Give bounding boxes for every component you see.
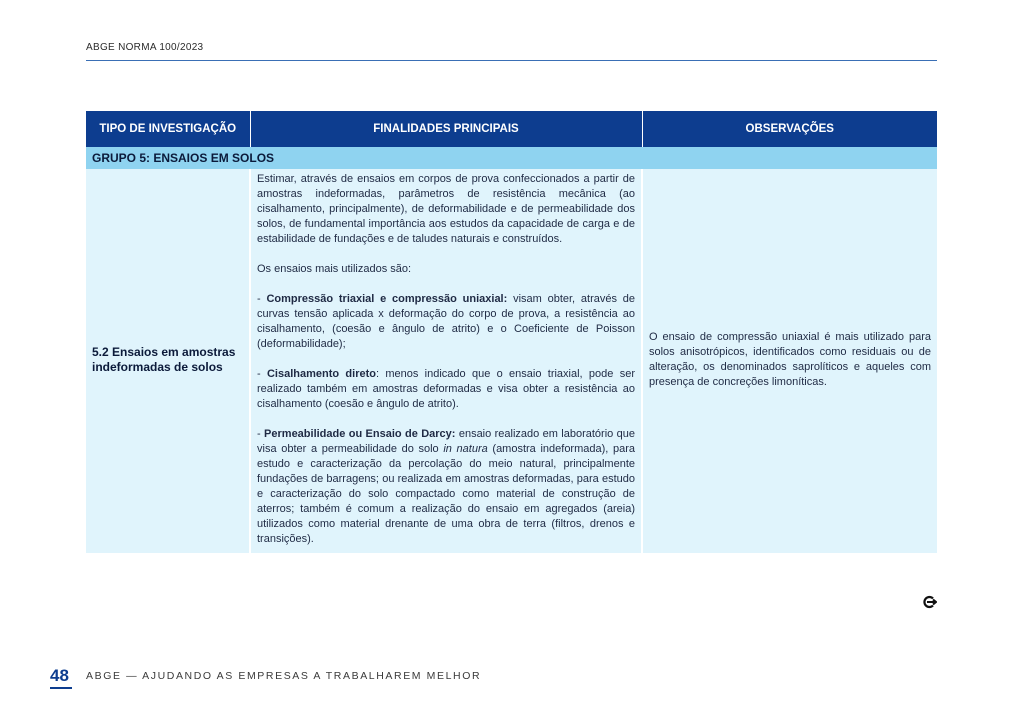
document-header: ABGE NORMA 100/2023 xyxy=(86,42,204,53)
footer-tagline: ABGE — AJUDANDO AS EMPRESAS A TRABALHAREM MELHOR xyxy=(86,670,482,682)
column-header-observacoes: OBSERVAÇÕES xyxy=(642,111,937,147)
page-number-underline xyxy=(50,687,72,689)
group-title: GRUPO 5: ENSAIOS EM SOLOS xyxy=(86,147,937,169)
column-header-finalidades: FINALIDADES PRINCIPAIS xyxy=(250,111,642,147)
column-header-tipo: TIPO DE INVESTIGAÇÃO xyxy=(86,111,250,147)
item-cisalhamento-prefix: - xyxy=(257,368,267,380)
item-permeabilidade-title: Permeabilidade ou Ensaio de Darcy: xyxy=(264,428,456,440)
item-triaxial-prefix: - xyxy=(257,293,267,305)
page-number: 48 xyxy=(50,666,69,685)
item-cisalhamento xyxy=(257,367,635,412)
finalidades-list-intro: Os ensaios mais utilizados são: xyxy=(257,263,412,275)
investigation-table xyxy=(86,111,937,553)
continue-arrow-icon xyxy=(921,595,937,609)
observacoes-cell: O ensaio de compressão uniaxial é mais utilizado para solos anisotrópicos, identificados como residuais ou de alteração, os denominados saprolíticos e aqueles com presença de concreções limoníticas. xyxy=(642,169,937,553)
item-permeabilidade xyxy=(257,427,635,547)
item-triaxial xyxy=(257,292,635,352)
finalidades-cell xyxy=(250,169,642,553)
finalidades-intro: Estimar, através de ensaios em corpos de prova confeccionados a partir de amostras indeformadas, parâmetros de resistência mecânica (ao cisalhamento, principalmente), de deformabilidade e de permeabilidade dos solos, de fundamental importância aos estudos da capacidade de carga e de estabilidade de fundações e de taludes naturais e construídos. xyxy=(257,173,635,245)
group-row xyxy=(86,147,937,169)
item-permeabilidade-italic: in natura xyxy=(443,443,488,455)
item-permeabilidade-prefix: - xyxy=(257,428,265,440)
item-triaxial-text: visam obter, através de curvas tensão aplicada x deformação do corpo de prova, a resistência ao cisalhamento, (coesão e ângulo de atrito) e o Coeficiente de Poisson (deformabilidade); xyxy=(257,293,635,350)
investigation-type-cell: 5.2 Ensaios em amostras indeformadas de solos xyxy=(86,169,250,553)
header-divider xyxy=(86,60,937,61)
table-header-row xyxy=(86,111,937,147)
item-triaxial-title: Compressão triaxial e compressão uniaxial: xyxy=(266,293,508,305)
item-cisalhamento-title: Cisalhamento direto xyxy=(266,368,376,380)
table-row xyxy=(86,169,937,553)
item-permeabilidade-text-b: (amostra indeformada), para estudo e caracterização da percolação do meio natural, principalmente fundações de barragens; ou realizada em amostras deformadas, para estudo e caracterização do solo compactado como material de construção de aterros; também é comum a realização do ensaio em agregados (areia) utilizados como material drenante de uma obra de terra (filtros, drenos e transições). xyxy=(257,443,636,545)
item-permeabilidade-text-a: ensaio realizado em laboratório que visa obter a permeabilidade do solo xyxy=(257,428,635,455)
item-cisalhamento-text: : menos indicado que o ensaio triaxial, pode ser realizado também em amostras deformadas e visa obter a resistência ao cisalhamento (coesão e ângulo de atrito). xyxy=(257,368,635,410)
